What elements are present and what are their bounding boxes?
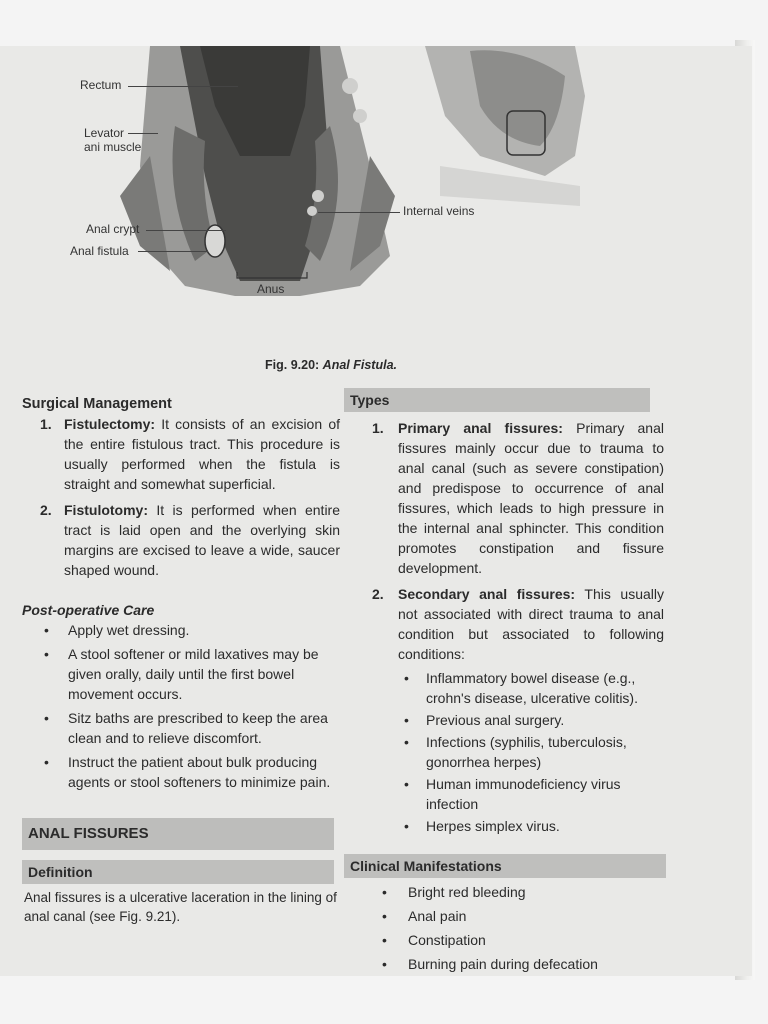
- list-item: • Burning pain during defecation: [344, 954, 664, 974]
- right-column: [344, 388, 664, 974]
- label-rectum: Rectum: [80, 78, 122, 92]
- clinical-manifestations-heading: Clinical Manifestations: [344, 854, 666, 878]
- figure-caption: [265, 358, 397, 372]
- secondary-conditions-list: [344, 668, 664, 836]
- list-item: • Herpes simplex virus.: [344, 816, 664, 836]
- list-item: • Previous anal surgery.: [344, 710, 664, 730]
- label-anal-crypt: Anal crypt: [86, 222, 140, 236]
- list-item: • Apply wet dressing.: [22, 620, 340, 640]
- item-term: Fistulotomy:: [64, 502, 148, 518]
- item-number: 2.: [372, 586, 384, 602]
- list-item: • Instruct the patient about bulk producing agents or stool softeners to minimize pain.: [22, 752, 340, 792]
- item-text: It is performed when entire tract is laid open and the overlying skin margins are excised to leave a wide, saucer shaped wound.: [64, 502, 341, 578]
- surgical-list: [22, 414, 340, 580]
- item-text: Primary anal fissures mainly occur due to trauma to anal canal (such as severe constipation) and predispose to occurrence of anal fissures, which leads to high pressure in the internal anal sphincter. This condition promotes constipation and fissure development.: [398, 420, 664, 576]
- anal-fissures-heading: ANAL FISSURES: [22, 818, 334, 850]
- leader-anal-crypt: [146, 230, 226, 231]
- leader-levator: [128, 133, 158, 134]
- item-number: 2.: [40, 502, 52, 518]
- item-term: Secondary anal fissures:: [398, 586, 576, 602]
- list-item: • Infections (syphilis, tuberculosis, gonorrhea herpes): [344, 732, 664, 772]
- leader-rectum: [128, 86, 238, 87]
- label-anus: Anus: [257, 282, 285, 296]
- surgical-item-fistulectomy: [22, 414, 340, 494]
- types-heading: Types: [344, 388, 650, 412]
- caption-prefix: Fig. 9.20:: [265, 358, 320, 372]
- postop-care-heading: Post-operative Care: [22, 602, 155, 618]
- clinical-list: [344, 882, 664, 974]
- type-item-secondary: [344, 584, 664, 664]
- label-anal-fistula: Anal fistula: [70, 244, 129, 258]
- item-number: 1.: [40, 416, 52, 432]
- anal-fistula-figure: [0, 46, 752, 372]
- list-item: • A stool softener or mild laxatives may be given orally, daily until the first bowel movement occurs.: [22, 644, 340, 704]
- leader-anal-fistula: [138, 251, 208, 252]
- item-term: Fistulectomy:: [64, 416, 156, 432]
- item-number: 1.: [372, 420, 384, 436]
- leader-internal-veins: [318, 212, 400, 213]
- label-ani-muscle: ani muscle: [84, 140, 142, 154]
- item-text: It consists of an excision of the entire fistulous tract. This procedure is usually performed when the fistula is straight and somewhat superficial.: [64, 416, 340, 492]
- type-item-primary: [344, 418, 664, 578]
- list-item: • Anal pain: [344, 906, 664, 926]
- surgical-management-heading: Surgical Management: [22, 396, 172, 412]
- postop-list: [22, 620, 340, 792]
- list-item: • Inflammatory bowel disease (e.g., crohn's disease, ulcerative colitis).: [344, 668, 664, 708]
- list-item: • Human immunodeficiency virus infection: [344, 774, 664, 814]
- types-list: [344, 418, 664, 664]
- list-item: • Sitz baths are prescribed to keep the area clean and to relieve discomfort.: [22, 708, 340, 748]
- label-levator: Levator: [84, 126, 125, 140]
- definition-heading: Definition: [22, 860, 334, 884]
- left-column: [22, 394, 340, 926]
- item-text: This usually not associated with direct trauma to anal condition but associated to following conditions:: [398, 586, 664, 662]
- caption-title: Anal Fistula.: [322, 358, 397, 372]
- surgical-item-fistulotomy: [22, 500, 340, 580]
- list-item: • Bright red bleeding: [344, 882, 664, 902]
- list-item: • Constipation: [344, 930, 664, 950]
- label-internal-veins: Internal veins: [403, 204, 475, 218]
- definition-text: Anal fissures is a ulcerative laceration in the lining of anal canal (see Fig. 9.21).: [24, 890, 337, 924]
- book-page: [0, 46, 752, 976]
- item-term: Primary anal fissures:: [398, 420, 563, 436]
